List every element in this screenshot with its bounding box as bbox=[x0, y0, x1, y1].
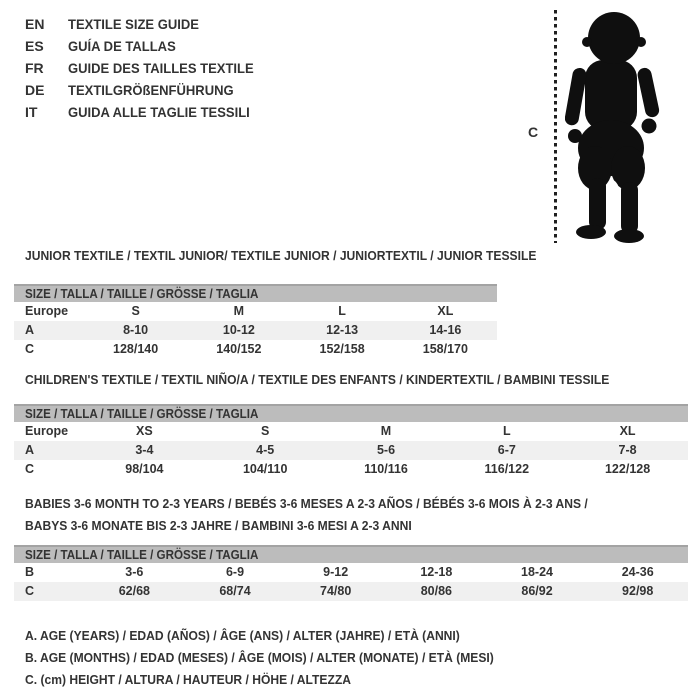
row-label: C bbox=[25, 342, 35, 356]
section-title-text: CHILDREN'S TEXTILE / TEXTIL NIÑO/A / TEXTILE DES ENFANTS / KINDERTEXTIL / BAMBINI TESSILE bbox=[25, 372, 610, 387]
size-cell: 68/74 bbox=[219, 584, 251, 598]
legend-note bbox=[25, 669, 529, 691]
measure-label-c: C bbox=[528, 124, 539, 140]
section-babies bbox=[14, 493, 688, 601]
section-title-text: JUNIOR TEXTILE / TEXTIL JUNIOR/ TEXTILE JUNIOR / JUNIORTEXTIL / JUNIOR TESSILE bbox=[25, 248, 537, 263]
size-cell: 80/86 bbox=[420, 584, 452, 598]
size-cell: XS bbox=[136, 424, 153, 438]
language-label: GUIDE DES TAILLES TEXTILE bbox=[68, 60, 254, 76]
size-cell: 86/92 bbox=[521, 584, 553, 598]
language-label: TEXTILGRÖßENFÜHRUNG bbox=[68, 82, 234, 98]
height-measure-line bbox=[554, 10, 557, 243]
language-code: IT bbox=[25, 104, 38, 120]
language-code: ES bbox=[25, 38, 44, 54]
size-header-label: SIZE / TALLA / TAILLE / GRÖSSE / TAGLIA bbox=[25, 407, 259, 421]
size-cell: 128/140 bbox=[113, 342, 159, 356]
size-header-bar bbox=[14, 284, 497, 302]
language-code: FR bbox=[25, 60, 44, 76]
language-code: DE bbox=[25, 82, 45, 98]
size-cell: 12-18 bbox=[420, 565, 453, 579]
size-cell: 5-6 bbox=[376, 443, 396, 457]
size-cell: 104/110 bbox=[242, 462, 288, 476]
size-header-label: SIZE / TALLA / TAILLE / GRÖSSE / TAGLIA bbox=[25, 287, 259, 301]
size-cell: 10-12 bbox=[222, 323, 255, 337]
size-cell: L bbox=[338, 304, 346, 318]
size-header-bar bbox=[14, 404, 688, 422]
section-title-text: BABIES 3-6 MONTH TO 2-3 YEARS / BEBÉS 3-6 MESES A 2-3 AÑOS / BÉBÉS 3-6 MOIS À 2-3 ANS / bbox=[25, 496, 588, 511]
size-cell: 4-5 bbox=[256, 443, 275, 457]
table-row bbox=[14, 422, 688, 441]
table-row bbox=[14, 563, 688, 582]
size-cell: 9-12 bbox=[323, 565, 349, 579]
section-title-line bbox=[25, 248, 537, 263]
size-cell: 122/128 bbox=[604, 462, 651, 476]
table-row bbox=[14, 441, 688, 460]
size-cell: 110/116 bbox=[364, 462, 408, 476]
row-label: C bbox=[25, 584, 35, 598]
section-title-line bbox=[25, 372, 688, 387]
table-row bbox=[14, 582, 688, 601]
size-cell: XL bbox=[437, 304, 454, 318]
legend-note-text: A. AGE (YEARS) / EDAD (AÑOS) / ÂGE (ANS) / ALTER (JAHRE) / ETÀ (ANNI) bbox=[25, 628, 460, 643]
language-list bbox=[25, 13, 268, 123]
language-label: TEXTILE SIZE GUIDE bbox=[68, 16, 199, 32]
size-cell: L bbox=[502, 424, 511, 438]
size-cell: 74/80 bbox=[320, 584, 352, 598]
section-junior bbox=[14, 248, 537, 359]
language-label: GUIDA ALLE TAGLIE TESSILI bbox=[68, 104, 250, 120]
table-row bbox=[14, 302, 497, 321]
language-row bbox=[25, 79, 268, 101]
size-cell: 92/98 bbox=[622, 584, 654, 598]
size-cell: 152/158 bbox=[319, 342, 365, 356]
size-table bbox=[14, 404, 688, 479]
legend-note bbox=[25, 647, 529, 669]
size-cell: 6-7 bbox=[497, 443, 516, 457]
table-row bbox=[14, 460, 688, 479]
language-code: EN bbox=[25, 16, 45, 32]
table-row bbox=[14, 340, 497, 359]
row-label: Europe bbox=[25, 424, 69, 438]
size-cell: 14-16 bbox=[429, 323, 462, 337]
legend-note-text: B. AGE (MONTHS) / EDAD (MESES) / ÂGE (MOIS) / ALTER (MONATE) / ETÀ (MESI) bbox=[25, 650, 494, 665]
row-label: A bbox=[25, 443, 35, 457]
size-cell: 98/104 bbox=[125, 462, 164, 476]
size-table bbox=[14, 545, 688, 601]
size-cell: 24-36 bbox=[621, 565, 654, 579]
size-cell: 62/68 bbox=[118, 584, 150, 598]
size-cell: 18-24 bbox=[521, 565, 554, 579]
size-cell: 7-8 bbox=[618, 443, 637, 457]
size-header-bar bbox=[14, 545, 688, 563]
size-cell: 116/122 bbox=[484, 462, 530, 476]
row-label: B bbox=[25, 565, 35, 579]
size-cell: 158/170 bbox=[422, 342, 468, 356]
toddler-silhouette-icon bbox=[565, 8, 665, 248]
section-title-line bbox=[25, 515, 688, 537]
size-header-label: SIZE / TALLA / TAILLE / GRÖSSE / TAGLIA bbox=[25, 548, 259, 562]
row-label: A bbox=[25, 323, 35, 337]
size-cell: 6-9 bbox=[225, 565, 245, 579]
language-row bbox=[25, 13, 268, 35]
language-row bbox=[25, 101, 268, 123]
size-cell: M bbox=[233, 304, 245, 318]
language-row bbox=[25, 35, 268, 57]
legend-note bbox=[25, 625, 529, 647]
size-cell: 140/152 bbox=[216, 342, 262, 356]
size-table bbox=[14, 284, 497, 359]
legend-notes bbox=[25, 625, 529, 691]
section-title-line bbox=[25, 493, 688, 515]
legend-note-text: C. (cm) HEIGHT / ALTURA / HAUTEUR / HÖHE / ALTEZZA bbox=[25, 672, 351, 687]
section-children bbox=[14, 372, 688, 479]
row-label: C bbox=[25, 462, 35, 476]
size-cell: 3-6 bbox=[125, 565, 144, 579]
size-cell: S bbox=[261, 424, 270, 438]
size-cell: 3-4 bbox=[135, 443, 154, 457]
table-row bbox=[14, 321, 497, 340]
size-cell: 12-13 bbox=[326, 323, 359, 337]
language-row bbox=[25, 57, 268, 79]
size-cell: M bbox=[380, 424, 392, 438]
section-title-text: BABYS 3-6 MONATE BIS 2-3 JAHRE / BAMBINI 3-6 MESI A 2-3 ANNI bbox=[25, 517, 412, 533]
language-label: GUÍA DE TALLAS bbox=[68, 38, 176, 54]
row-label: Europe bbox=[25, 304, 69, 318]
size-cell: 8-10 bbox=[123, 323, 149, 337]
size-cell: XL bbox=[619, 424, 636, 438]
size-cell: S bbox=[131, 304, 140, 318]
